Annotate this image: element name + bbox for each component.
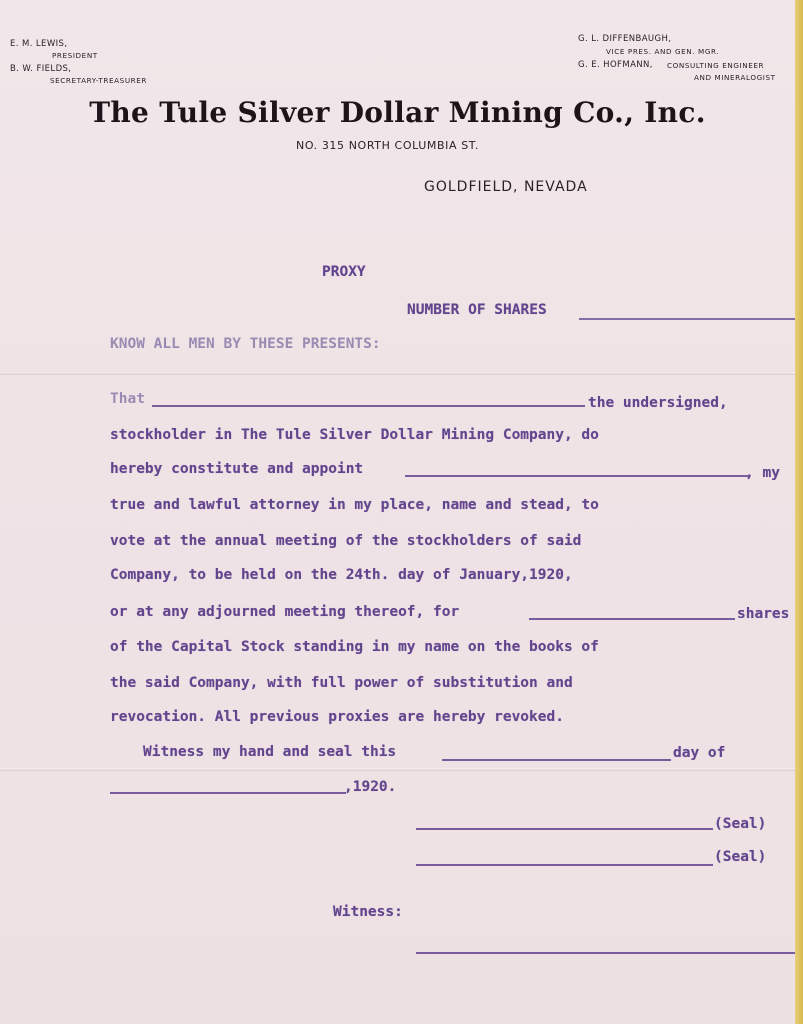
vp-title: VICE PRES. AND GEN. MGR. xyxy=(606,47,720,56)
seal-label-2: (Seal) xyxy=(714,849,767,865)
body-line-8: of the Capital Stock standing in my name on the books of xyxy=(110,639,599,655)
secretary-name: B. W. FIELDS, xyxy=(10,64,72,74)
engineer-name: G. E. HOFMANN, xyxy=(578,60,653,70)
engineer-title-2: AND MINERALOGIST xyxy=(694,73,776,82)
body-line-10: revocation. All previous proxies are hereby revoked. xyxy=(110,709,564,725)
attorney-name-line xyxy=(405,475,748,477)
secretary-title: SECRETARY-TREASURER xyxy=(50,76,148,85)
body-line-3-start: hereby constitute and appoint xyxy=(110,461,364,477)
proxy-opening: KNOW ALL MEN BY THESE PRESENTS: xyxy=(110,336,381,352)
background-edge xyxy=(795,0,803,1024)
witness-label: Witness: xyxy=(333,904,403,920)
proxy-title: PROXY xyxy=(322,264,366,280)
witness-signature-line xyxy=(416,952,795,954)
principal-name-line xyxy=(152,405,585,407)
shares-count-line xyxy=(529,618,735,620)
day-line xyxy=(442,759,671,761)
body-line-11-start: Witness my hand and seal this xyxy=(143,744,397,760)
signature-line-1 xyxy=(416,828,713,830)
paper-fold-lower xyxy=(0,768,795,771)
body-line-7-start: or at any adjourned meeting thereof, for xyxy=(110,604,460,620)
seal-label-1: (Seal) xyxy=(714,816,767,832)
month-line xyxy=(110,792,346,794)
body-line-11-end: day of xyxy=(673,745,726,761)
signature-line-2 xyxy=(416,864,713,866)
body-line-12: ,1920. xyxy=(344,779,397,795)
body-line-2: stockholder in The Tule Silver Dollar Mining Company, do xyxy=(110,427,599,443)
president-name: E. M. LEWIS, xyxy=(10,39,68,49)
vp-name: G. L. DIFFENBAUGH, xyxy=(578,34,672,44)
company-city: GOLDFIELD, NEVADA xyxy=(424,179,588,195)
president-title: PRESIDENT xyxy=(52,51,98,60)
engineer-title-1: CONSULTING ENGINEER xyxy=(667,61,765,70)
company-name: The Tule Silver Dollar Mining Co., Inc. xyxy=(89,96,706,129)
company-address: NO. 315 NORTH COLUMBIA ST. xyxy=(296,139,479,152)
body-line-6: Company, to be held on the 24th. day of January,1920, xyxy=(110,567,573,583)
body-line-1-start: That xyxy=(110,391,145,407)
body-line-9: the said Company, with full power of substitution and xyxy=(110,675,573,691)
body-line-3-end: , my xyxy=(745,465,780,481)
body-line-7-end: shares xyxy=(737,606,790,622)
body-line-4: true and lawful attorney in my place, name and stead, to xyxy=(110,497,599,513)
body-line-5: vote at the annual meeting of the stockholders of said xyxy=(110,533,582,549)
body-line-1-end: the undersigned, xyxy=(588,395,728,411)
paper-fold-upper xyxy=(0,372,795,375)
shares-label: NUMBER OF SHARES xyxy=(407,302,547,318)
shares-field-line xyxy=(579,318,795,320)
